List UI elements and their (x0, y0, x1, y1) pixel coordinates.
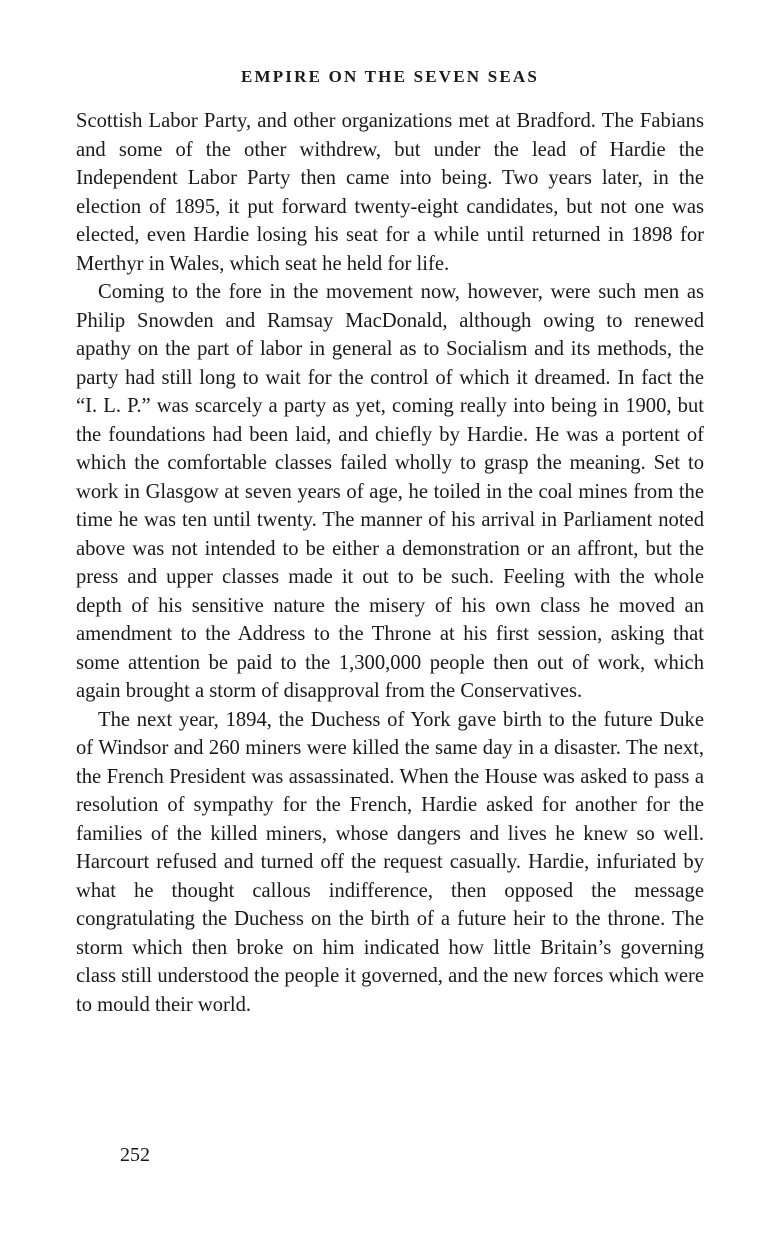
running-head: EMPIRE ON THE SEVEN SEAS (240, 67, 540, 86)
paragraph-3: The next year, 1894, the Duchess of York gave birth to the future Duke of Windsor and 260 miners were killed the same day in a disaster. The next, the French President was assassinated. When the House was asked to pass a resolution of sympathy for the French, Hardie asked for another for the families of the killed miners, whose dangers and lives he knew so well. Harcourt refused and turned off the request casually. Hardie, infuriated by what he thought callous indifference, then opposed the message congratulating the Duchess on the birth of a future heir to the throne. The storm which then broke on him indicated how little Britain’s governing class still understood the people it governed, and the new forces which were to mould their world. (76, 708, 704, 1016)
body-text (76, 107, 704, 1019)
paragraph-1: Scottish Labor Party, and other organizations met at Bradford. The Fabians and some of the other withdrew, but under the lead of Hardie the Independent Labor Party then came into being. Two years later, in the election of 1895, it put forward twenty-eight candidates, but not one was elected, even Hardie losing his seat for a while until returned in 1898 for Merthyr in Wales, which seat he held for life. (76, 110, 704, 275)
page-number: 252 (120, 1144, 150, 1166)
paragraph-2: Coming to the fore in the movement now, however, were such men as Philip Snowden and Ramsay MacDonald, although owing to renewed apathy on the part of labor in general as to Socialism and its methods, the party had still long to wait for the control of which it dreamed. In fact the “I. L. P.” was scarcely a party as yet, coming really into being in 1900, but the foundations had been laid, and chiefly by Hardie. He was a portent of which the comfortable classes failed wholly to grasp the meaning. Set to work in Glasgow at seven years of age, he toiled in the coal mines from the time he was ten until twenty. The manner of his arrival in Parliament noted above was not intended to be either a demonstration or an affront, but the press and upper classes made it out to be such. Feeling with the whole depth of his sensitive nature the misery of his own class he moved an amendment to the Address to the Throne at his first session, asking that some attention be paid to the 1,300,000 people then out of work, which again brought a storm of disapproval from the Conservatives. (76, 281, 704, 702)
